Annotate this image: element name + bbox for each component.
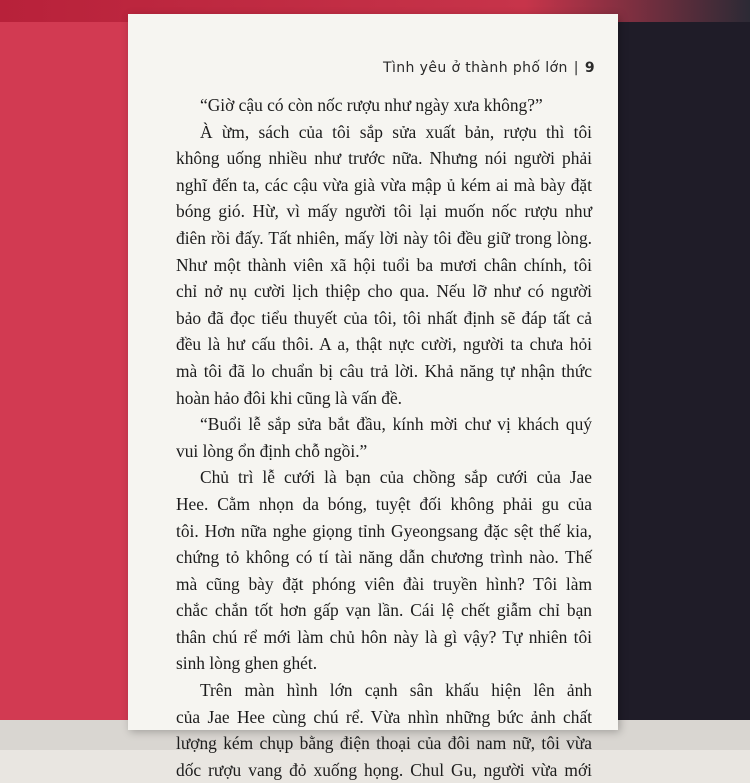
backdrop-right xyxy=(610,0,750,750)
text-line: chỉ nở nụ cười lịch thiệp cho qua. Nếu lỡ như có người xyxy=(176,281,592,302)
text-line: Hee. Cằm nhọn da bóng, tuyệt đối không phải gu của xyxy=(176,493,592,514)
text-line: sinh lòng ghen ghét. xyxy=(176,653,318,674)
text-line: chắc chắn tốt hơn gấp vạn lần. Cái lệ chết giẫm chỉ bạn xyxy=(176,600,592,621)
text-line: Chủ trì lễ cưới là bạn của chồng sắp cưới của Jae xyxy=(200,467,592,488)
text-line: mà cũng bày đặt phóng viên đài truyền hình? Tôi làm xyxy=(176,573,592,594)
book-title: Tình yêu ở thành phố lớn xyxy=(383,60,568,76)
page-number: 9 xyxy=(584,60,595,76)
text-line: điên rồi đấy. Tất nhiên, mấy lời này tôi đều giữ trong lòng. xyxy=(176,227,592,248)
text-line: vui lòng ổn định chỗ ngồi.” xyxy=(176,440,368,461)
running-header xyxy=(255,60,595,76)
text-line: “Giờ cậu có còn nốc rượu như ngày xưa không?” xyxy=(200,95,543,115)
text-line: của Jae Hee cùng chú rể. Vừa nhìn những bức ảnh chất xyxy=(176,706,592,727)
text-line: bảo đã đọc tiểu thuyết của tôi, tôi nhất định sẽ đáp tất cả xyxy=(176,307,592,328)
text-line: không uống nhiều như trước nữa. Nhưng nói người phải xyxy=(176,148,592,169)
text-line: À ừm, sách của tôi sắp sửa xuất bản, rượu thì tôi xyxy=(200,121,592,142)
text-line: hoàn hảo đôi khi cũng là vấn đề. xyxy=(176,387,403,408)
text-line: dốc rượu vang đỏ xuống họng. Chul Gu, người vừa mới xyxy=(176,759,592,780)
body-text xyxy=(176,92,592,783)
book-page xyxy=(128,14,618,780)
text-line: tôi. Hơn nữa nghe giọng tỉnh Gyeongsang đặc sệt thế kia, xyxy=(176,520,592,541)
text-line: bóng gió. Hừ, vì mấy người tôi lại muốn nốc rượu như xyxy=(176,201,592,222)
header-separator: | xyxy=(573,60,579,76)
text-line: đều là hư cấu thôi. A a, thật nực cười, người ta chưa hỏi xyxy=(176,334,592,355)
text-line: chứng tỏ không có tí tài năng dẫn chương trình nào. Thế xyxy=(176,547,592,568)
text-line: Trên màn hình lớn cạnh sân khấu hiện lên ảnh xyxy=(200,680,592,701)
text-line: “Buổi lễ sắp sửa bắt đầu, kính mời chư vị khách quý xyxy=(200,414,592,435)
text-line: Như một thành viên xã hội tuổi ba mươi chân chính, tôi xyxy=(176,254,592,275)
text-line: lượng kém chụp bằng điện thoại của đôi nam nữ, tôi vừa xyxy=(176,733,592,754)
text-line: nghĩ đến ta, các cậu vừa già vừa mập ủ kém ai mà bày đặt xyxy=(176,174,592,195)
text-line: mà tôi đã lo chuẩn bị câu trả lời. Khả năng tự nhận thức xyxy=(176,360,592,381)
text-line: thân chú rể mới làm chủ hôn này là gì vậy? Tự nhiên tôi xyxy=(176,626,592,647)
